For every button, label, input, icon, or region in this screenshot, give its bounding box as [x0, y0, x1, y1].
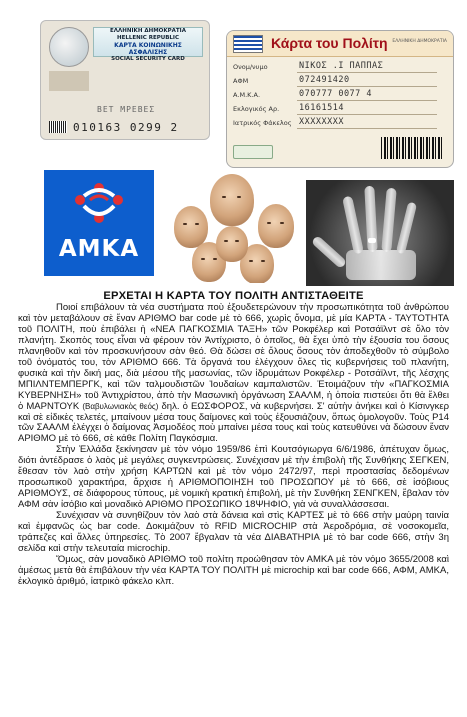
thumb-bone [311, 235, 347, 269]
social-security-card-image [40, 20, 210, 140]
ss-card-number: 010163 0299 2 [73, 121, 179, 134]
citizen-row-label: Α.Μ.Κ.Α. [233, 91, 261, 99]
citizen-card-image [226, 30, 454, 168]
paragraph-text: δηλ. ὁ ΕΩΣΦΟΡΟΣ, νὰ κυβερνήσει. Σ' αὐτὴν ἀνήκει καὶ ὁ Κίσινγκερ καὶ σὲ εἰδικὲς τελετές, μπαίνουν μέσα τους δαίμονες καὶ τοὺς ἐξουσιάζουν, ὅπως ὁμολογοῦν. Τοὺς Ρ14 τῶν ΣΑΑΛΜ ἐλέγχει ὁ δαίμονας Ἀσμοδέος ποὺ μπαίνει μέσα τους καὶ τοὺς κατευθύνει νὰ δώσουν ἕναν ΑΡΙΘΜΟ μὲ τὸ 666, σὲ κάθε Πολίτη Παγκόσμια. [18, 400, 449, 445]
citizen-row-label: ΑΦΜ [233, 77, 249, 85]
citizen-row-value: ΝΙΚΟΣ .Ι ΠΑΠΠΑΣ [299, 61, 384, 71]
people-ring-icon [70, 182, 128, 224]
amka-logo-text: ΑΜΚΑ [58, 236, 140, 262]
citizen-row-label: Εκλογικός Αρ. [233, 105, 280, 113]
hand-xray-image [306, 180, 454, 286]
divider [297, 128, 437, 129]
finger-bone [396, 202, 417, 255]
amka-logo [44, 170, 154, 276]
article-body [18, 303, 449, 588]
barcode-icon [49, 121, 67, 133]
article-title: ΕΡΧΕΤΑΙ Η ΚΑΡΤΑ ΤΟΥ ΠΟΛΙΤΗ ΑΝΤΙΣΤΑΘΕΙΤΕ [103, 290, 364, 302]
barcode-icon [381, 137, 443, 159]
clones-photo [170, 168, 298, 283]
article-paragraph [18, 303, 449, 445]
paragraph-text: Ποιοί επιβάλουν τὰ νέα συστήματα ποὺ ἐξουδετερώνουν τὴν προσωπικότητα τοῦ ἀνθρώπου καὶ τὸν μεταβάλουν σὲ ἕναν ΑΡΙΘΜΟ bar code μὲ τὸ 666, χωρὶς ὄνομα, μὲ μία ΚΑΡΤΑ - ΤΑΥΤΟΤΗΤΑ τοῦ ΠΟΛΙΤΗ, ποὺ ἐπιβάλει ἡ «ΝΕΑ ΠΑΓΚΟΣΜΙΑ ΤΑΞΗ» τῶν Ροκφέλερ καὶ Ροτσάϊλντ σὲ ὅλο τὸν πλανήτη. Σκοπὸς τους εἶναι νὰ φέρουν τὸν Ἀντίχριστο, ὁ ὁποῖος, θὰ ἔχει ὑπὸ τὴν ἐξουσία του ὅσους πλανηθοῦν καὶ τὸν προσκυνήσουν σὰν θεό. Θὰ δώσει σὲ ὅλους ὅσους τὸν ἀποδεχθοῦν τὸ σύμβολο τοῦ ὀνόματός του, τὸν ΑΡΙΘΜΟ 666. Τὰ ὄργανά του ἐλέγχουν ὅλες τὶς κυβερνήσεις τοῦ πλανήτη, φυσικὰ καὶ τὴν δική μας, διὰ μέσου τῆς μασωνίας, τῶν ἰδρυμάτων Ροκφέλερ - Ροτσάϊλντ, τῆς λέσχης ΜΠΙΛΝΤΕΜΠΕΡΓΚ, καὶ τῶν ταλμουδιστῶν Ἰουδαίων καμπαλιστῶν. Ἑτοιμάζουν τὴν «ΠΑΓΚΟΣΜΙΑ ΚΥΒΕΡΝΗΣΗ» τοῦ Ἀντιχρίστου, ἀπὸ τὴν Μασωνικὴ ὀργάνωση ΣΑΑΛΜ, ἡ ὁποία πιστεύει ὅτι θὰ ἔλθει ὁ ΜΑΡΝΤΟΥΚ [18, 302, 449, 412]
article-paragraph: Ὅμως, σὰν μοναδικὸ ΑΡΙΘΜΟ τοῦ πολίτη προώθησαν τὸν ΑΜΚΑ μὲ τὸν νόμο 3655/2008 καὶ ἀμέσως μετὰ θὰ ἐπιβάλουν τὴν νέα ΚΑΡΤΑ ΤΟΥ ΠΟΛΙΤΗ μὲ microchip καὶ bar code 666, ΑΦΜ, ΑΜΚΑ, ἐκλογικὸ ἀριθμό, ἰατρικὸ φάκελο κλπ. [18, 553, 449, 587]
ss-card-line1: ΕΛΛΗΝΙΚΗ ΔΗΜΟΚΡΑΤΙΑ [110, 28, 186, 34]
ss-card-line3: ΚΑΡΤΑ ΚΟΙΝΩΝΙΚΗΣ ΑΣΦΑΛΙΣΗΣ [114, 42, 182, 56]
ss-card-line2: HELLENIC REPUBLIC [117, 35, 179, 41]
article-paragraph: Στὴν Ἑλλάδα ξεκίνησαν μὲ τὸν νόμο 1959/86 ἐπὶ Κουτσόγιωργα 6/6/1986, ἀπέτυχαν ὅμως, διότι ἀντέδρασε ὁ λαὸς μὲ μεγάλες συγκεντρώσεις. Συνέχισαν μὲ τὴν ἐπιβολὴ τῆς Συνθήκης ΣΕΓΚΕΝ, ἔθεσαν τὸν λαὸ στὴν χρήση ΚΑΡΤΩΝ καὶ μὲ τὸν νόμο 2472/97, περὶ προστασίας δεδομένων προσωπικοῦ χαρακτήρα, ἄρχισε ἡ ΑΡΙΘΜΟΠΟΙΗΣΗ τοῦ ΠΡΟΣΩΠΟΥ μὲ τὸ 666, σὲ ἰσόβιους ΑΡΙΘΜΟΥΣ, σὲ διάφορους τύπους, μὲ νομικὴ κρατικὴ ἐπιβολή, μὲ τὴν Συνθήκη ΣΕΝΓΚΕΝ, ἔβαλαν τὸν ΑΦΜ σὰν ἰσόβιο καὶ μοναδικὸ ΑΡΙΘΜΟ ΠΡΟΣΩΠΙΚΟ 18ΨΗΦΙΟ, γιὰ νὰ συναλλάσσεσαι. [18, 444, 449, 511]
palm-bone [346, 250, 416, 280]
ss-card-header [93, 27, 203, 62]
divider [297, 86, 437, 87]
microchip-icon [368, 238, 376, 243]
article-paragraph: Συνέχισαν νὰ συνηθίζουν τὸν λαὸ στὰ δάνεια καὶ στὶς ΚΑΡΤΕΣ μὲ τὸ 666 στὴν μαύρη ταινία καὶ ἐμφανῶς ὡς bar code. Δοκιμάζουν τὸ RFID MICROCHIP στὰ Ἀεροδρόμια, σὲ νοσοκομεῖα, τράπεζες καὶ ἄλλες ὑπηρεσίες. Τὸ 2007 ἔβγαλαν τὰ νέα ΔΙΑΒΑΤΗΡΙΑ μὲ τὸ bar code 666, στὴν 3η σελίδα καὶ στὴν τελευταία microchip. [18, 510, 449, 554]
citizen-row-value: 070777 0077 4 [299, 89, 373, 99]
face [174, 206, 208, 248]
face [210, 174, 254, 226]
citizen-card-republic: ΕΛΛΗΝΙΚΗ ΔΗΜΟΚΡΑΤΙΑ [392, 39, 447, 44]
face [258, 204, 294, 248]
finger-bone [342, 196, 364, 255]
ss-card-photo [49, 71, 89, 91]
citizen-row-value: 16161514 [299, 103, 344, 113]
citizen-row-label: Ονομ/νυμο [233, 63, 268, 71]
citizen-row-label: Ιατρικός Φάκελος [233, 119, 292, 127]
chip-icon [233, 145, 273, 159]
finger-bone [381, 188, 397, 253]
divider [297, 100, 437, 101]
divider [297, 72, 437, 73]
paragraph-note: (Βαβυλωνιακὸς θεός) [82, 401, 159, 411]
greek-flag-icon [233, 35, 263, 53]
divider [297, 114, 437, 115]
greek-emblem-icon [49, 27, 89, 67]
face [216, 226, 248, 262]
citizen-row-value: XXXXXXXX [299, 117, 344, 127]
ss-card-holder: ΒΕΤ ΜΡΕΒΕΣ [97, 105, 156, 114]
ss-card-line4: SOCIAL SECURITY CARD [111, 56, 185, 62]
citizen-row-value: 072491420 [299, 75, 350, 85]
citizen-card-title: Κάρτα του Πολίτη [271, 35, 388, 51]
